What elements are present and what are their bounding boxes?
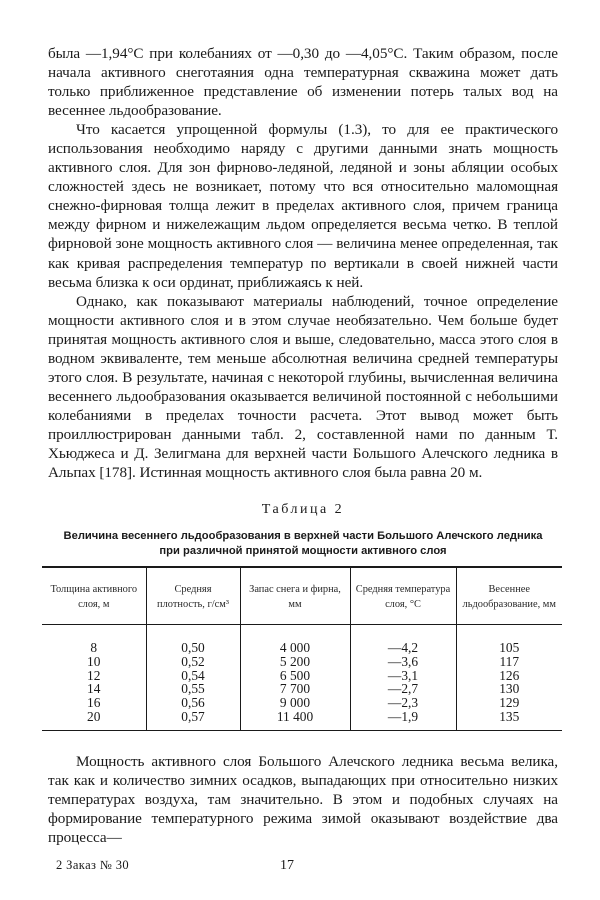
table-cell: 8 <box>90 640 98 656</box>
table-cell: 0,57 <box>181 709 205 725</box>
data-table <box>42 566 562 731</box>
table-caption: Величина весеннего льдообразования в верхней части Большого Алечского ледника при различной принятой мощности активного слоя <box>63 530 543 558</box>
table-cell: 0,50 <box>181 640 205 656</box>
table-cell: —1,9 <box>387 709 419 725</box>
table-cell: 20 <box>87 709 101 725</box>
table-cell: 135 <box>499 709 520 725</box>
table-cell: 5 200 <box>279 653 311 669</box>
paragraph-1: была —1,94°С при колебаниях от —0,30 до —4,05°С. Таким образом, после начала активного снеготаяния одна температурная скважина может дать только приближенное представление об изменении потерь талых вод на весеннее льдообразование. <box>48 45 558 120</box>
paragraph-4: Мощность активного слоя Большого Алечского ледника весьма велика, так как и количество зимних осадков, выпадающих при относительно низких температурах воздуха, там значительно. В этом и подобных случаях на формирование температурного режима зимой оказывают воздействие два процесса— <box>48 752 558 847</box>
column-temperature <box>350 625 456 731</box>
table-cell: 0,55 <box>181 681 205 697</box>
table-cell: 12 <box>87 667 101 683</box>
header-ice-formation: Весеннее льдообразование, мм <box>456 567 562 625</box>
table-label: Таблица 2 <box>261 502 345 518</box>
table-cell: 14 <box>87 681 101 697</box>
table-cell: —2,7 <box>387 681 419 697</box>
table-cell: 6 500 <box>279 667 311 683</box>
document-page <box>48 44 558 847</box>
table-cell: 130 <box>499 681 520 697</box>
table-cell: 126 <box>499 667 520 683</box>
column-density <box>146 625 240 731</box>
table-cell: 129 <box>499 695 520 711</box>
table-cell: 16 <box>87 695 101 711</box>
column-thickness <box>42 625 146 731</box>
table-cell: 0,56 <box>181 695 205 711</box>
page-footer <box>48 858 558 878</box>
table-header-row <box>42 567 562 625</box>
printer-signature: 2 Заказ № 30 <box>56 858 130 872</box>
table-cell: —3,1 <box>387 667 419 683</box>
table-cell: 117 <box>499 653 520 669</box>
header-temperature: Средняя температура слоя, °С <box>350 567 456 625</box>
table-cell: —3,6 <box>387 653 419 669</box>
column-ice-formation <box>456 625 562 731</box>
header-density: Средняя плотность, г/см³ <box>146 567 240 625</box>
paragraph-2: Что касается упрощенной формулы (1.3), то для ее практического использования необходимо наряду с другими данными знать мощность активного слоя. Для зон фирново-ледяной, ледяной и зоны абляции особых сложностей здесь не возникает, потому что вся относительно маломощная снежно-фирновая толща лежит в пределах активного слоя, причем граница между фирном и нижележащим льдом определяется весьма четко. В теплой фирновой зоне мощность активного слоя — величина менее определенная, так как кривая распределения температур по вертикали в своей нижней части весьма близка к оси ординат, приближаясь к ней. <box>48 121 558 291</box>
paragraph-3: Однако, как показывают материалы наблюдений, точное определение мощности активного слоя и в этом случае необязательно. Чем больше будет принятая мощность активного слоя и выше, следовательно, масса этого слоя в водном эквиваленте, тем меньше абсолютная величина средней температуры этого слоя. В результате, начиная с некоторой глубины, вычисленная величина весеннего льдообразования оказывается величиной постоянной с небольшими колебаниями в пределах точности расчета. Этот вывод может быть проиллюстрирован данными табл. 2, составленной нами по данным Т. Хьюджеса и Д. Зелигмана для верхней части Большого Алечского ледника в Альпах [178]. Истинная мощность активного слоя была равна 20 м. <box>48 292 558 482</box>
table-cell: 11 400 <box>276 709 314 725</box>
header-thickness: Толщина активного слоя, м <box>42 567 146 625</box>
page-number: 17 <box>280 858 294 873</box>
table-cell: 105 <box>499 640 520 656</box>
table-cell: 7 700 <box>279 681 311 697</box>
table-cell: —2,3 <box>387 695 419 711</box>
table-cell: 9 000 <box>279 695 311 711</box>
table-cell: —4,2 <box>387 640 419 656</box>
table-cell: 10 <box>87 653 101 669</box>
table-cell: 4 000 <box>279 640 311 656</box>
column-snow-firn <box>240 625 350 731</box>
table-cell: 0,52 <box>181 653 205 669</box>
header-snow-firn: Запас снега и фирна, мм <box>240 567 350 625</box>
table-body-row <box>42 625 562 731</box>
table-cell: 0,54 <box>181 667 205 683</box>
